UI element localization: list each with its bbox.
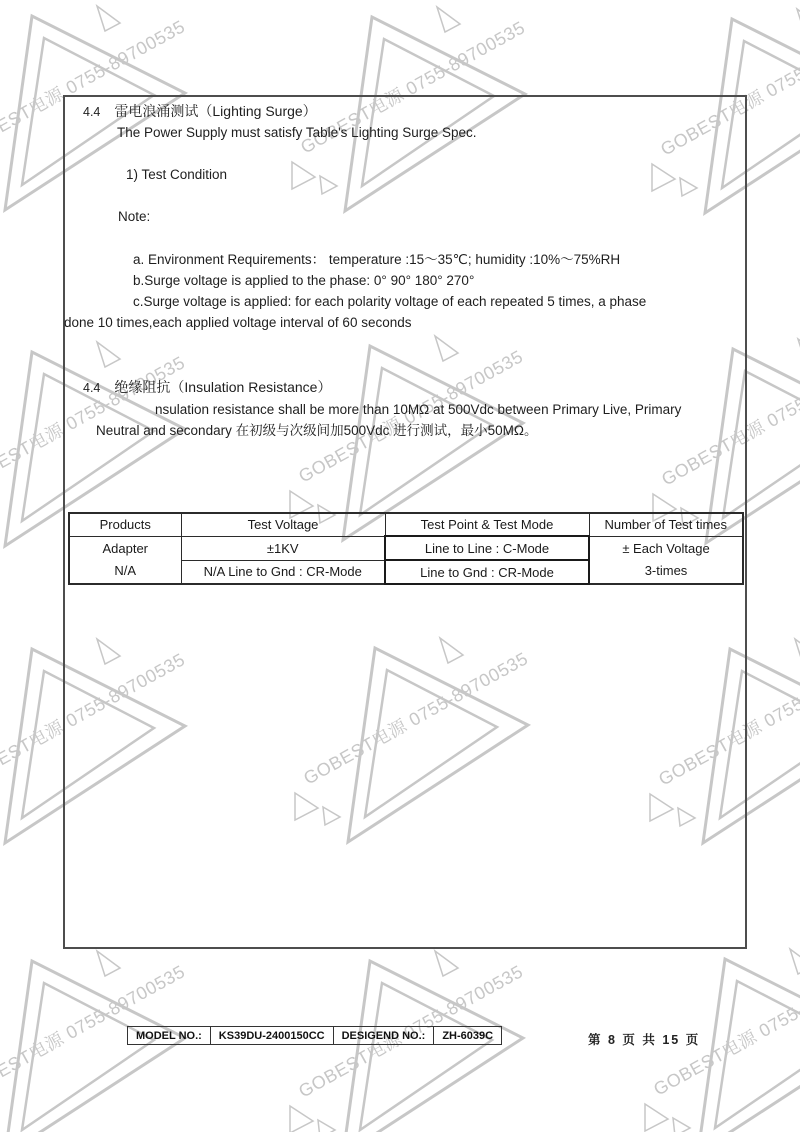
section-title: 雷电浪涌测试（Lighting Surge） (114, 103, 317, 119)
insulation-line1: nsulation resistance shall be more than 10MΩ at 500Vdc between Primary Live, Primary (155, 402, 682, 417)
col-header-test-voltage: Test Voltage (181, 513, 385, 536)
section-title: 绝缘阻抗（Insulation Resistance） (114, 379, 332, 395)
note-item-a: a. Environment Requirements： temperature :15～35℃; humidity :10%～75%RH (133, 252, 621, 267)
page-number-text: 第 8 页 共 15 页 (588, 1033, 701, 1047)
section-number: 4.4 (83, 381, 101, 395)
product-na: N/A (114, 562, 137, 578)
section-surge-heading (83, 103, 317, 121)
section-insulation-heading (83, 379, 331, 397)
model-no-value: KS39DU-2400150CC (210, 1027, 333, 1045)
test-condition-text: 1) Test Condition (126, 167, 228, 182)
note-label: Note: (118, 209, 151, 224)
times-line2: 3-times (644, 562, 688, 578)
col-header-test-point-mode: Test Point & Test Mode (385, 513, 589, 536)
product-name: Adapter (102, 540, 149, 556)
times-line1: ± Each Voltage (622, 540, 710, 556)
insulation-line2: Neutral and secondary 在初级与次级间加500Vdc 进行测试，最小50MΩ。 (96, 423, 538, 438)
col-header-products: Products (69, 513, 181, 536)
cell-voltage-row1: ±1KV (181, 536, 385, 560)
section-number: 4.4 (83, 105, 101, 119)
cell-mode-row1: Line to Line : C-Mode (385, 536, 589, 560)
cell-mode-row2: Line to Gnd : CR-Mode (385, 560, 589, 584)
design-no-label: DESIGEND NO.: (333, 1027, 434, 1045)
table-header-row (69, 513, 743, 536)
model-no-label: MODEL NO.: (128, 1027, 211, 1045)
table-row (128, 1027, 502, 1045)
surge-intro-text: The Power Supply must satisfy Table's Lighting Surge Spec. (117, 125, 477, 140)
table-row (69, 536, 743, 560)
cell-product (69, 536, 181, 584)
note-item-b: b.Surge voltage is applied to the phase: 0° 90° 180° 270° (133, 273, 475, 288)
cell-voltage-row2: N/A Line to Gnd : CR-Mode (181, 560, 385, 584)
design-no-value: ZH-6039C (434, 1027, 502, 1045)
col-header-number-of-times: Number of Test times (589, 513, 743, 536)
note-item-c-line2: done 10 times,each applied voltage interval of 60 seconds (64, 315, 412, 330)
note-item-c-line1: c.Surge voltage is applied: for each polarity voltage of each repeated 5 times, a phase (133, 294, 647, 309)
footer-model-table (127, 1026, 502, 1045)
insulation-test-table (68, 512, 744, 585)
cell-test-times (589, 536, 743, 584)
